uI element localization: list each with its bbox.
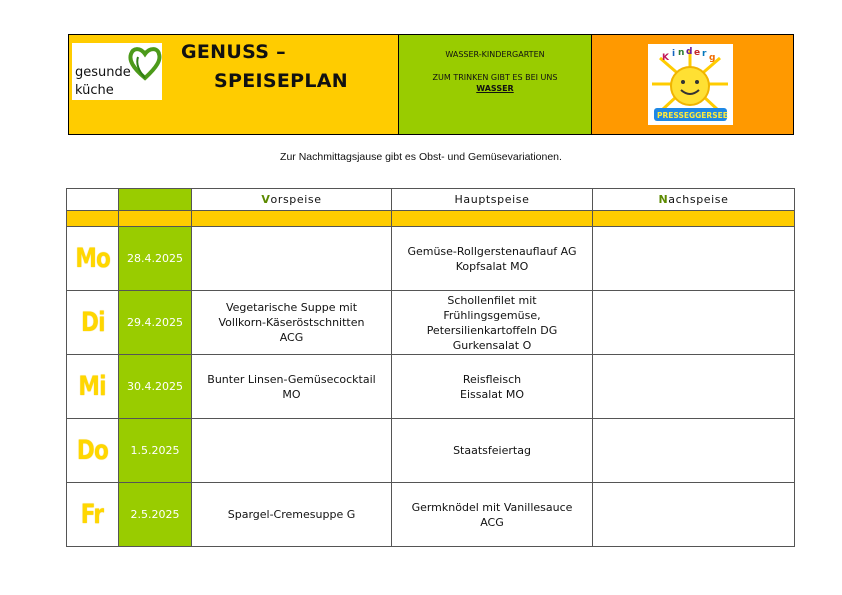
day-cell (67, 291, 119, 355)
date-label: 30.4.2025 (127, 380, 183, 393)
hauptspeise-line: Frühlingsgemüse, (443, 308, 541, 322)
date-label: 2.5.2025 (130, 508, 180, 521)
header-title-panel (69, 35, 399, 134)
yellow-band-row (67, 211, 795, 227)
day-label: Do (76, 435, 109, 466)
date-label: 28.4.2025 (127, 252, 183, 265)
svg-text:K: K (662, 53, 669, 63)
day-cell (67, 419, 119, 483)
svg-text:g: g (709, 53, 716, 63)
table-row-mi (67, 355, 795, 419)
band-cell (593, 211, 795, 227)
svg-text:n: n (678, 48, 685, 58)
page-title-line2: SPEISEPLAN (214, 70, 348, 92)
svg-text:r: r (702, 49, 707, 59)
header-date-cell (119, 189, 192, 211)
column-header-hauptspeise: Hauptspeise (392, 189, 593, 211)
vorspeise-line: Vollkorn-Käseröstschnitten (218, 316, 365, 329)
band-cell (392, 211, 593, 227)
hauptspeise-line: Schollenfilet mit (447, 293, 537, 307)
date-cell (119, 355, 192, 419)
hauptspeise-cell (392, 227, 593, 291)
afternoon-snack-note: Zur Nachmittagsjause gibt es Obst- und Gemüsevariationen. (280, 151, 562, 163)
band-cell (119, 211, 192, 227)
column-header-row (67, 189, 795, 211)
hauptspeise-line: Petersilienkartoffeln DG (426, 323, 558, 337)
table-row-fr (67, 483, 795, 547)
date-cell (119, 483, 192, 547)
date-cell (119, 227, 192, 291)
band-cell (192, 211, 392, 227)
water-emphasis: WASSER (476, 84, 514, 93)
vorspeise-cell (192, 291, 392, 355)
hauptspeise-cell (392, 291, 593, 355)
hauptspeise-cell (392, 419, 593, 483)
hauptspeise-line: Reisfleisch (462, 372, 522, 386)
nachspeise-cell (593, 291, 795, 355)
nachspeise-cell (593, 227, 795, 291)
column-header-vorspeise: Vorspeise (192, 189, 392, 211)
page-title-line1: GENUSS – (181, 41, 286, 63)
vorspeise-line: ACG (279, 331, 304, 344)
svg-text:e: e (694, 48, 701, 58)
logo-text-line2: küche (75, 83, 114, 98)
svg-text:d: d (686, 47, 693, 57)
water-kindergarten-label: WASSER-KINDERGARTEN (445, 50, 545, 59)
hauptspeise-line: Eissalat MO (460, 387, 524, 401)
hauptspeise-line: Gemüse-Rollgerstenauflauf AG (407, 244, 577, 258)
header-band (68, 34, 794, 135)
hauptspeise-cell (392, 483, 593, 547)
day-cell (67, 355, 119, 419)
day-label: Mo (75, 243, 110, 274)
table-row-mo (67, 227, 795, 291)
hauptspeise-line: Kopfsalat MO (455, 259, 529, 273)
nachspeise-cell (593, 483, 795, 547)
vorspeise-line: Bunter Linsen-Gemüsecocktail (207, 372, 376, 386)
logo-text-line1: gesunde (75, 65, 131, 80)
hauptspeise-line: ACG (480, 515, 504, 529)
svg-text:PRESSEGGERSEE: PRESSEGGERSEE (657, 111, 728, 120)
date-cell (119, 419, 192, 483)
day-cell (67, 483, 119, 547)
date-label: 1.5.2025 (130, 444, 180, 457)
nachspeise-cell (593, 355, 795, 419)
table-row-di (67, 291, 795, 355)
band-cell (67, 211, 119, 227)
hauptspeise-line: Germknödel mit Vanillesauce (411, 500, 573, 514)
vorspeise-line: MO (282, 387, 301, 401)
vorspeise-cell (192, 355, 392, 419)
table-row-do (67, 419, 795, 483)
vorspeise-line: Spargel-Cremesuppe G (227, 508, 356, 521)
day-label: Di (80, 307, 105, 338)
date-label: 29.4.2025 (127, 316, 183, 329)
hauptspeise-cell (392, 355, 593, 419)
nachspeise-cell (593, 419, 795, 483)
header-blank-cell (67, 189, 119, 211)
vorspeise-cell (192, 227, 392, 291)
hauptspeise-line: Staatsfeiertag (453, 444, 531, 457)
heart-icon (128, 45, 162, 81)
menu-table (66, 188, 795, 547)
svg-text:i: i (672, 49, 676, 59)
column-header-nachspeise: Nachspeise (593, 189, 795, 211)
day-label: Fr (81, 499, 104, 530)
vorspeise-line: Vegetarische Suppe mit (225, 301, 358, 314)
date-cell (119, 291, 192, 355)
header-water-panel (399, 35, 592, 134)
vorspeise-cell (192, 419, 392, 483)
gesunde-kueche-logo (72, 43, 162, 100)
sun-logo-icon (648, 44, 733, 125)
vorspeise-cell (192, 483, 392, 547)
water-drink-note: ZUM TRINKEN GIBT ES BEI UNS (432, 73, 558, 82)
header-logo-panel (592, 35, 793, 134)
day-cell (67, 227, 119, 291)
day-label: Mi (78, 371, 107, 402)
hauptspeise-line: Gurkensalat O (452, 338, 532, 352)
kindergarten-logo (648, 44, 733, 125)
